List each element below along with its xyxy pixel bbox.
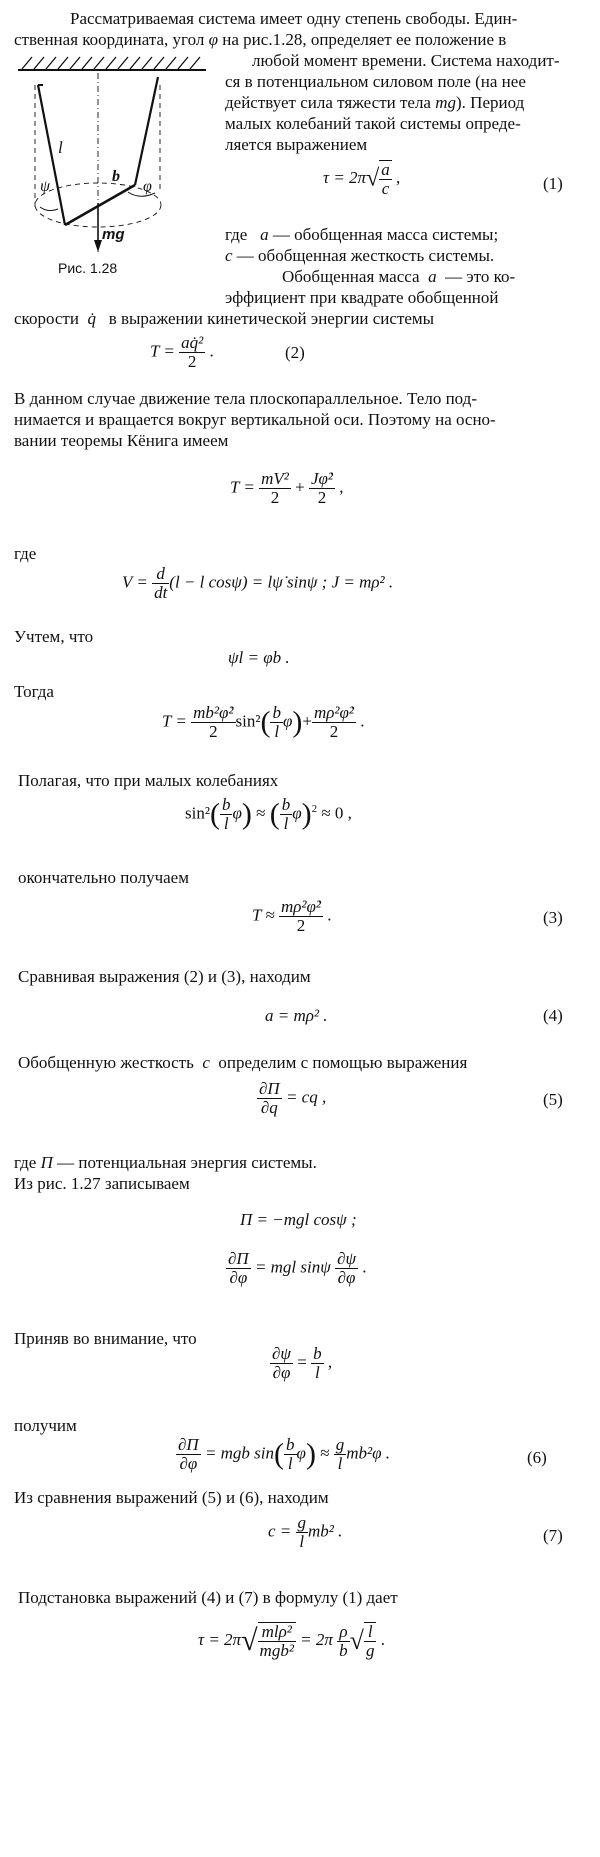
equation-2: T = $\frac{\text{aq̇²}}{2}$ . [150,333,214,371]
intro-line-4: ся в потенциальном силовом поле (на нее [225,72,526,91]
equation-3-number: (3) [543,908,563,927]
mass-def-line-1: Обобщенная масса a — это ко- [282,267,516,286]
figure-label-phi: φ [143,178,152,195]
equation-potential-derivative: $\frac{\partial\Pi}{\partial\varphi}$ = mgl sinψ $\frac{\partial\psi}{\partial\varphi}$ . [228,1249,367,1287]
where3-text: где Π — потенциальная энергия системы. [14,1153,317,1172]
equation-4: a = mρ² . [265,1006,328,1025]
where1-line-2: c — обобщенная жесткость системы. [225,246,495,265]
figure-label-psi: ψ [40,178,50,195]
intro-line-2: ственная координата, угол φ на рис.1.28, определяет ее положение в [14,30,507,49]
equation-kinetic-full: T = $\frac{\text{mb²φ̇²}}{2}$ sin²( $\frac{b}{l}$ φ)+ $\frac{\text{mρ²φ̇²}}{2}$ . [162,703,365,741]
equation-4-number: (4) [543,1006,563,1025]
equation-6: $\frac{\partial\Pi}{\partial\varphi}$ = mgb sin( $\frac{b}{l}$ φ) ≈ $\frac{g}{l}$ mb²φ . [178,1435,391,1473]
motion-line-3: вании теоремы Кёнига имеем [14,431,229,450]
equation-3: T ≈ $\frac{\text{mρ²φ̇²}}{2}$ . [252,897,332,935]
stiffness-text: Обобщенную жесткость c определим с помощью выражения [18,1053,468,1072]
small-osc-text: Полагая, что при малых колебаниях [18,771,279,790]
equation-final-period: τ = 2π√ $\frac{\text{mlρ²}}{\text{mgb²}}$ = 2π $\frac{\rho}{b}$ √ $\frac{l}{g}$ . [198,1621,385,1660]
equation-velocity: V = $\frac{d}{dt}$ (l − l cosψ) = lψ̇ sinψ ; J = mρ² . [122,564,394,602]
mass-def-line-3: скорости q̇ в выражении кинетической энергии системы [14,309,435,328]
where1-line-1: где a — обобщенная масса системы; [225,225,499,244]
equation-7-number: (7) [543,1526,563,1545]
equation-2-number: (2) [285,343,305,362]
equation-7: c = $\frac{g}{l}$ mb² . [268,1513,343,1551]
equation-5: $\frac{\partial\Pi}{\partial q}$ = cq , [259,1079,327,1117]
where2: где [14,544,37,563]
intro-line-5: действует сила тяжести тела mg). Период [225,93,525,112]
intro-line-1: Рассматриваемая система имеет одну степень свободы. Един- [70,9,518,28]
equation-1-number: (1) [543,174,563,193]
note-1: Учтем, что [14,627,94,646]
equation-6-number: (6) [527,1448,547,1467]
taking-text: Приняв во внимание, что [14,1329,197,1348]
intro-line-6: малых колебаний такой системы опреде- [225,114,521,133]
equation-psi-phi: ψl = φb . [228,648,290,667]
mass-def-line-2: эффициент при квадрате обобщенной [225,288,499,307]
intro-line-3: любой момент времени. Система находит- [252,51,560,70]
compare2-text: Из сравнения выражений (5) и (6), находим [14,1488,329,1507]
then-label: Тогда [14,682,54,701]
obtain-text: получим [14,1416,77,1435]
substitution-text: Подстановка выражений (4) и (7) в формулу (1) дает [18,1588,398,1607]
motion-line-1: В данном случае движение тела плоскопараллельное. Тело под- [14,389,477,408]
motion-line-2: нимается и вращается вокруг вертикальной оси. Поэтому на осно- [14,410,496,429]
compare1-text: Сравнивая выражения (2) и (3), находим [18,967,311,986]
figure-label-mg: mg [102,226,125,243]
equation-angle-derivative: $\frac{\partial\psi}{\partial\varphi}$ = $\frac{b}{l}$ , [272,1344,333,1382]
figure-caption: Рис. 1.28 [58,260,118,276]
intro-line-7: ляется выражением [225,135,368,154]
from-figure-text: Из рис. 1.27 записываем [14,1174,190,1193]
equation-small-angle: sin²( $\frac{b}{l}$ φ) ≈ ( $\frac{b}{l}$ φ)$^2$ ≈ 0 , [185,795,352,833]
figure-label-l: l [58,138,63,157]
equation-potential: Π = −mgl cosψ ; [240,1210,357,1229]
equation-kinetic: T = $\frac{\text{mV²}}{2}$ + $\frac{\text{Jφ̇²}}{2}$ , [230,469,344,507]
equation-5-number: (5) [543,1090,563,1109]
figure-label-b: b [112,168,120,185]
finally-text: окончательно получаем [18,868,189,887]
equation-1: τ = 2π√ $\frac{a}{c}$ , [323,160,401,198]
